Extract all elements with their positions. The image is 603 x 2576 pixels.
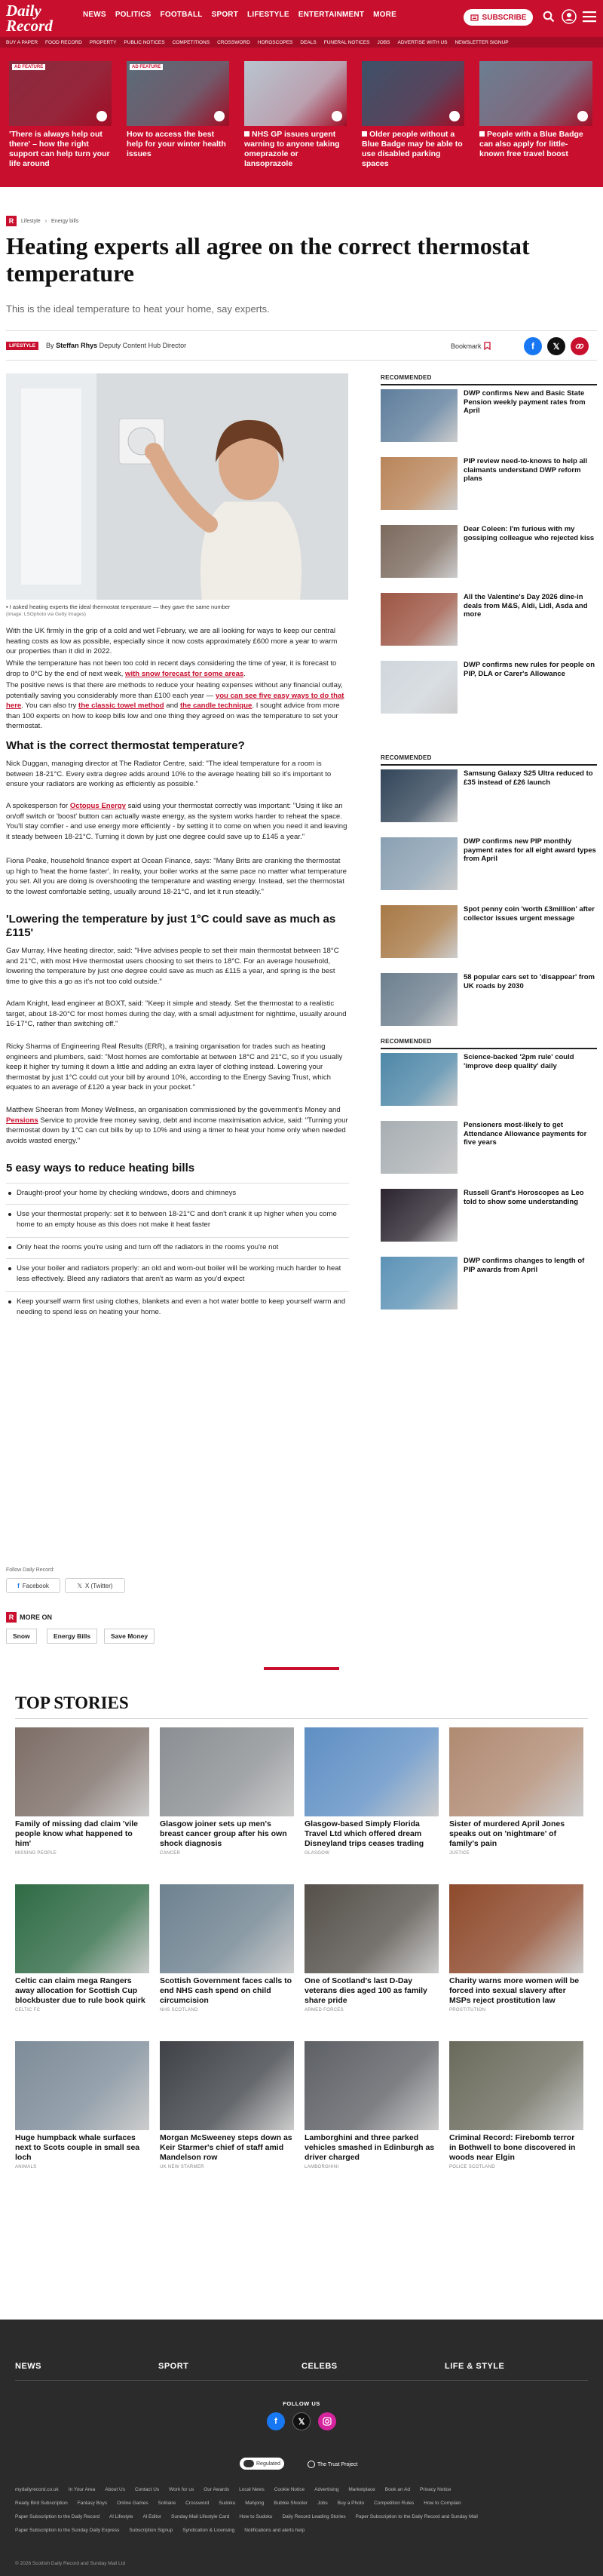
trust-project-icon xyxy=(308,2461,315,2468)
footer-link[interactable]: Jobs xyxy=(317,2501,328,2506)
paragraph-text: Service to provide free money saving, debt and income maximisation advice, said: "Turning your thermostat down by 1°C can cut bills by up to 10% and using a timer to heat your home only when needed avoids wasted energy." xyxy=(6,1116,348,1145)
sidebar-story-title: Russell Grant's Horoscopes as Leo told to show some understanding xyxy=(464,1189,584,1206)
top-story-category[interactable]: ANIMALS xyxy=(15,2165,37,2169)
menu-icon[interactable] xyxy=(583,11,596,23)
sidebar-story-image xyxy=(381,837,458,890)
footer-links xyxy=(15,2497,588,2510)
sidebar-story-image xyxy=(381,525,458,578)
subnav-item[interactable]: DEALS xyxy=(300,39,317,45)
sidebar-story-image xyxy=(381,905,458,958)
sidebar-story-image xyxy=(381,1257,458,1309)
sidebar-story-image xyxy=(381,973,458,1026)
top-story-category[interactable]: UK NEW STARMER xyxy=(160,2165,204,2169)
paragraph-text: said using your thermostat correctly was important: "Using it like an on/off switch or 'boost' button can actually waste energy, as the system works harder to reheat the space. You'll stay comfier - and use energy more efficiently - by setting it to come on when you need it and leaving it steady between 18-21°C. Turning it down by just one degree could save up to £145 a year." xyxy=(6,802,347,841)
subnav-item[interactable]: ADVERTISE WITH US xyxy=(397,39,448,45)
promo-title: How to access the best help for your winter health issues xyxy=(127,130,226,158)
footer-link[interactable]: Competition Rules xyxy=(374,2501,415,2506)
camera-outline-icon xyxy=(323,2417,332,2426)
top-story-title: Morgan McSweeney steps down as Keir Starmer's chief of staff amid Mandelson row xyxy=(160,2133,292,2162)
topic-tag[interactable]: Save Money xyxy=(104,1629,155,1644)
account-icon[interactable] xyxy=(562,9,577,24)
sidebar-story-image xyxy=(381,769,458,822)
promo-title-text: Older people without a Blue Badge may be able to use disabled parking spaces xyxy=(362,130,463,168)
facebook-icon: f xyxy=(17,1582,20,1589)
article-paragraph xyxy=(6,1105,349,1146)
subnav-item[interactable]: JOBS xyxy=(377,39,390,45)
sidebar-story-title: 58 popular cars set to 'disappear' from UK roads by 2030 xyxy=(464,973,595,990)
article-paragraph: With the UK firmly in the grip of a cold and wet February, we are all looking for ways to keep our central heating costs as low as possible, especially since it now costs approximately £600 more a year to warm our properties than it did in 2022. xyxy=(6,627,338,656)
nav-football[interactable]: FOOTBALL xyxy=(160,11,203,19)
search-icon[interactable] xyxy=(543,11,555,23)
logo-line1: Daily xyxy=(6,2,41,20)
article-headline: Heating experts all agree on the correct thermostat temperature xyxy=(6,232,530,287)
footer-link[interactable]: Advertising xyxy=(314,2487,339,2492)
top-story-category[interactable]: ARMED FORCES xyxy=(305,2008,344,2013)
promo-image xyxy=(127,61,229,126)
promo-card[interactable] xyxy=(244,61,347,169)
subnav-item[interactable]: HOROSCOPES xyxy=(257,39,293,45)
sidebar-story-title: DWP confirms new rules for people on PIP, DLA or Carer's Allowance xyxy=(464,661,595,678)
follow-x-button[interactable] xyxy=(65,1578,125,1593)
article-paragraph: Adam Knight, lead engineer at BOXT, said: "Keep it simple and steady. Set the thermostat to a realistic target, about 18-20°C for most homes during the day, with a small adjustment for nighttime, usually around 16-17°C, rather than switching off." xyxy=(6,999,347,1028)
section-badge[interactable]: LIFESTYLE xyxy=(6,342,38,350)
top-story-image xyxy=(305,2041,439,2130)
top-story-category[interactable]: MISSING PEOPLE xyxy=(15,1851,57,1856)
sidebar-story-image xyxy=(381,661,458,714)
image-caption xyxy=(6,603,348,619)
footer-link[interactable]: Notifications and alerts help xyxy=(244,2528,305,2533)
footer-link[interactable]: Book an Ad xyxy=(384,2487,410,2492)
subnav-item[interactable]: PROPERTY xyxy=(89,39,117,45)
top-story-category[interactable]: JUSTICE xyxy=(449,1851,470,1856)
sidebar-story-title: Science-backed '2pm rule' could 'improve deep quality' daily xyxy=(464,1053,574,1070)
follow-facebook-button[interactable] xyxy=(6,1578,60,1593)
promo-title-text: People with a Blue Badge can also apply for little-known free travel boost xyxy=(479,130,583,158)
article-paragraph: Fiona Peake, household finance expert at Ocean Finance, says: "Many Brits are cranking the thermostat up high to 'heat the home faster'. In reality, your boiler works at the same pace no matter what temperature you set. All you are doing is overshooting the temperature and wasting energy. Instead, set the thermostat to the lowest comfortable setting, usually around 18-21°C, and let it run steadily." xyxy=(6,857,347,896)
section-heading: 5 easy ways to reduce heating bills xyxy=(6,1162,195,1174)
article-paragraph xyxy=(6,801,349,842)
chain-link-icon xyxy=(575,342,584,351)
footer xyxy=(0,2320,603,2576)
divider xyxy=(15,2380,588,2381)
footer-link[interactable]: Paper Subscription to the Sunday Daily Express xyxy=(15,2528,120,2533)
ipso-logo-icon xyxy=(243,2460,254,2467)
footer-nav-news[interactable]: NEWS xyxy=(15,2362,41,2371)
promo-image xyxy=(9,61,112,126)
nav-more[interactable]: MORE xyxy=(373,11,396,19)
sidebar-story-image xyxy=(381,593,458,646)
footer-link[interactable]: Sunday Mail Lifestyle Card xyxy=(171,2514,230,2519)
paragraph-text: While the temperature has not been too cold in recent days considering the time of year, it is forecast to drop to 0°C by the end of next week, xyxy=(6,659,337,678)
subscribe-button[interactable] xyxy=(464,9,533,26)
sidebar-story-title: DWP confirms New and Basic State Pension weekly payment rates from April xyxy=(464,389,586,415)
footer-nav-life-style[interactable]: LIFE & STYLE xyxy=(445,2362,505,2371)
sidebar-story-title: Dear Coleen: I'm furious with my gossiping colleague who rejected kiss xyxy=(464,525,595,542)
tip-list-item: Use your thermostat properly: set it to between 18-21°C and don't crank it up higher when you come home to an empty house as this does not make it heat faster xyxy=(6,1204,349,1230)
promo-title xyxy=(362,130,464,169)
top-story-title: Glasgow-based Simply Florida Travel Ltd which offered dream Disneyland trips ceases trading xyxy=(305,1819,424,1848)
author-role: Deputy Content Hub Director xyxy=(99,342,187,349)
follow-facebook-label: Facebook xyxy=(22,1582,49,1589)
subnav-item[interactable]: NEWSLETTER SIGNUP xyxy=(455,39,509,45)
top-story-card[interactable] xyxy=(160,2041,294,2169)
top-story-title: Family of missing dad claim 'vile people know what happened to him' xyxy=(15,1819,138,1848)
article-paragraph: Gav Murray, Hive heating director, said: "Hive advises people to set their main thermostat between 18°C and 21°C, with most Hive thermostat users choosing to set theirs to 18°C. For an average household, lowering the temperature by just one degree could save as much as £115 a year, and spring is the best time to give this a go as it's not too cold outside." xyxy=(6,947,339,986)
top-story-card[interactable] xyxy=(449,1727,583,1856)
article-standfirst: This is the ideal temperature to heat your home, say experts. xyxy=(6,303,270,315)
sidebar-story-title: All the Valentine's Day 2026 dine-in deals from M&S, Aldi, Lidl, Asda and more xyxy=(464,593,588,619)
sidebar-story[interactable] xyxy=(381,389,597,448)
subnav-item[interactable]: FUNERAL NOTICES xyxy=(323,39,370,45)
sidebar-story-title: Samsung Galaxy S25 Ultra reduced to £35 instead of £26 launch xyxy=(464,769,593,787)
nav-news[interactable]: NEWS xyxy=(83,11,106,19)
promo-card[interactable] xyxy=(479,61,592,159)
footer-link[interactable]: Daily Record Leading Stories xyxy=(282,2514,346,2519)
paragraph-text: The positive news is that there are methods to reduce your heating expenses without any financial outlay, potentially saving you considerably more than £100 each year — xyxy=(6,681,343,700)
sidebar-story-image xyxy=(381,1053,458,1106)
candle-technique-link[interactable]: the candle technique xyxy=(179,702,253,710)
footer-link[interactable]: Sudoku xyxy=(219,2501,236,2506)
top-story-card[interactable] xyxy=(449,1884,583,2013)
footer-link[interactable]: Al Editor xyxy=(142,2514,162,2519)
footer-link[interactable]: Syndication & Licensing xyxy=(182,2528,235,2533)
article-paragraph xyxy=(6,680,349,732)
section-heading: What is the correct thermostat temperature? xyxy=(6,739,245,752)
sidebar-story-image xyxy=(381,389,458,442)
footer-link[interactable]: Subscription Signup xyxy=(129,2528,173,2533)
paragraph-text: . I sought advice from more than 100 experts on how to keep bills low and one thing they agreed on was the temperature to set your thermostat. xyxy=(6,702,340,730)
arrow-icon xyxy=(332,111,342,121)
byline-bar xyxy=(6,330,597,361)
secondary-nav xyxy=(0,37,603,48)
trust-project-label: The Trust Project xyxy=(317,2461,358,2467)
sidebar-story-title: DWP confirms new PIP monthly payment rates for all eight award types from April xyxy=(464,837,596,863)
footer-links xyxy=(15,2510,588,2524)
top-story-title: Sister of murdered April Jones speaks out on 'nightmare' of family's pain xyxy=(449,1819,565,1848)
follow-x-label: X (Twitter) xyxy=(85,1582,113,1589)
top-story-image xyxy=(449,2041,583,2130)
sidebar-story[interactable] xyxy=(381,1257,597,1316)
paragraph-text: and xyxy=(166,702,179,710)
footer-link[interactable]: Our Awards xyxy=(204,2487,230,2492)
nav-sport[interactable]: SPORT xyxy=(211,11,239,19)
footer-link[interactable]: About Us xyxy=(105,2487,125,2492)
logo-line2: Record xyxy=(6,17,53,35)
square-bullet-icon xyxy=(244,131,249,137)
footer-link[interactable]: Marketplace xyxy=(348,2487,375,2492)
top-story-title: Glasgow joiner sets up men's breast cancer group after his own shock diagnosis xyxy=(160,1819,287,1848)
arrow-icon xyxy=(577,111,588,121)
arrow-icon xyxy=(214,111,225,121)
top-story-card[interactable] xyxy=(15,1884,149,2013)
footer-link[interactable]: Paper Subscription to the Daily Record xyxy=(15,2514,100,2519)
sidebar-story[interactable] xyxy=(381,525,597,584)
tip-list-item: Keep yourself warm first using clothes, blankets and even a hot water bottle to keep yourself warm and needing to spend less on heating your home. xyxy=(6,1291,349,1317)
top-story-image xyxy=(15,1727,149,1816)
sidebar-story-image xyxy=(381,1189,458,1242)
footer-link[interactable]: Paper Subscription to the Daily Record and Sunday Mail xyxy=(355,2514,478,2519)
footer-nav-sport[interactable]: SPORT xyxy=(158,2362,189,2371)
more-on-label xyxy=(6,1612,52,1623)
sidebar-story-image xyxy=(381,1121,458,1174)
link-share-icon[interactable] xyxy=(571,337,589,355)
main-nav xyxy=(83,11,396,19)
article-paragraph: Ricky Sharma of Engineering Real Results (ERR), a training organisation for trades such as heating engineers and plumbers, said: "Most homes are comfortable at between 18°C and 21°C, so if you usually keep it higher try turning it down a little and adding an extra layer of clothing instead. Lowering your thermostat by just 1°C could cut your bill by around 10%, according to the Energy Saving Trust, which equates to an average of £120 a year back in your pocket." xyxy=(6,1042,343,1091)
woman-adjusting-thermostat-photo xyxy=(6,373,348,600)
footer-link[interactable]: Fantasy Boys xyxy=(77,2501,108,2506)
promo-title xyxy=(244,130,347,169)
section-heading: 'Lowering the temperature by just 1°C could save as much as £115' xyxy=(6,913,336,939)
paragraph-text: A spokesperson for xyxy=(6,802,69,810)
footer-link[interactable]: How to Sudoku xyxy=(239,2514,273,2519)
promo-image xyxy=(479,61,592,126)
sidebar-story-title: PIP review need-to-knows to help all claimants understand DWP reform plans xyxy=(464,457,588,483)
record-badge-icon: R xyxy=(6,216,17,226)
top-story-image xyxy=(305,1727,439,1816)
top-story-category[interactable]: GLASGOW xyxy=(305,1851,330,1856)
promo-card[interactable] xyxy=(9,61,112,169)
top-story-image xyxy=(160,2041,294,2130)
sidebar-story[interactable] xyxy=(381,769,597,828)
footer-link[interactable]: Contact Us xyxy=(134,2487,160,2492)
sidebar-story-title: Pensioners most-likely to get Attendance Allowance payments for five years xyxy=(464,1121,587,1147)
top-stories-heading: TOP STORIES xyxy=(15,1693,129,1712)
x-share-icon[interactable]: 𝕏 xyxy=(547,337,565,355)
footer-links xyxy=(15,2524,588,2538)
hero-image xyxy=(6,373,348,600)
sidebar-story[interactable] xyxy=(381,1189,597,1248)
subnav-item[interactable]: BUY A PAPER xyxy=(6,39,38,45)
top-story-title: Celtic can claim mega Rangers away allocation for Scottish Cup blockbuster due to rule book quirk xyxy=(15,1976,145,2005)
top-story-title: Lamborghini and three parked vehicles smashed in Edinburgh as driver charged xyxy=(305,2133,435,2162)
facebook-icon[interactable]: f xyxy=(267,2412,285,2430)
more-on-text: MORE ON xyxy=(20,1613,53,1621)
arrow-icon xyxy=(96,111,107,121)
top-story-card[interactable] xyxy=(449,2041,583,2169)
ad-feature-tag: AD FEATURE xyxy=(130,64,163,70)
bookmark-label: Bookmark xyxy=(451,342,482,350)
promo-image xyxy=(244,61,347,126)
nav-politics[interactable]: POLITICS xyxy=(115,11,152,19)
top-story-category[interactable]: NHS SCOTLAND xyxy=(160,2008,198,2013)
footer-link[interactable]: In Your Area xyxy=(68,2487,96,2492)
square-bullet-icon xyxy=(362,131,367,137)
footer-link[interactable]: Cookie Notice xyxy=(274,2487,305,2492)
top-story-card[interactable] xyxy=(305,1884,439,2013)
sidebar-story[interactable] xyxy=(381,1121,597,1180)
promo-title-text: NHS GP issues urgent warning to anyone taking omeprazole or lansoprazole xyxy=(244,130,340,168)
topic-tag[interactable]: Energy Bills xyxy=(47,1629,97,1644)
breadcrumb xyxy=(6,216,78,226)
breadcrumb-separator: › xyxy=(44,218,47,224)
top-story-card[interactable] xyxy=(305,1727,439,1856)
promo-title xyxy=(479,130,592,159)
top-story-category[interactable]: CELTIC FC xyxy=(15,2008,41,2013)
top-story-image xyxy=(160,1727,294,1816)
sidebar-story-title: Spot penny coin 'worth £3million' after collector issues urgent message xyxy=(464,905,595,923)
nav-lifestyle[interactable]: LIFESTYLE xyxy=(247,11,289,19)
sidebar-heading: RECOMMENDED xyxy=(381,754,597,766)
top-story-title: Charity warns more women will be forced into sexual slavery after MSPs reject prostitution law xyxy=(449,1976,580,2005)
footer-link[interactable]: Work for us xyxy=(169,2487,194,2492)
square-bullet-icon xyxy=(479,131,485,137)
footer-link[interactable]: Bubble Shooter xyxy=(274,2501,308,2506)
subnav-item[interactable]: PUBLIC NOTICES xyxy=(124,39,165,45)
sidebar-story[interactable] xyxy=(381,905,597,964)
sidebar-story[interactable] xyxy=(381,593,597,652)
top-story-category[interactable]: LAMBORGHINI xyxy=(305,2165,339,2169)
copyright: © 2026 Scottish Daily Record and Sunday Mail Ltd xyxy=(15,2561,126,2566)
tip-list-item: Only heat the rooms you're using and turn off the radiators in the rooms you're not xyxy=(6,1237,349,1253)
footer-nav-celebs[interactable]: CELEBS xyxy=(302,2362,338,2371)
footer-link[interactable]: Ready Bird Subscription xyxy=(15,2501,68,2506)
paragraph-text: Matthew Sheeran from Money Wellness, an organisation commissioned by the government's Money and xyxy=(6,1106,341,1114)
bookmark-button[interactable] xyxy=(451,342,491,350)
promo-strip xyxy=(0,48,603,187)
ad-feature-tag: AD FEATURE xyxy=(12,64,45,70)
promo-card[interactable] xyxy=(127,61,229,159)
arrow-icon xyxy=(449,111,460,121)
footer-link[interactable]: Solitaire xyxy=(158,2501,176,2506)
sidebar-story[interactable] xyxy=(381,661,597,720)
author-name[interactable]: Steffan Rhys xyxy=(56,342,98,349)
byline xyxy=(46,342,186,349)
top-story-category[interactable]: POLICE SCOTLAND xyxy=(449,2165,495,2169)
caption-credit: (Image: LSOphoto via Getty Images) xyxy=(6,612,86,617)
tip-list-item: Draught-proof your home by checking windows, doors and chimneys xyxy=(6,1183,349,1199)
sidebar-story[interactable] xyxy=(381,837,597,896)
top-story-category[interactable]: PROSTITUTION xyxy=(449,2008,486,2013)
footer-links xyxy=(15,2483,588,2497)
footer-link[interactable]: Buy a Photo xyxy=(337,2501,365,2506)
sidebar-story[interactable] xyxy=(381,457,597,516)
top-story-image xyxy=(305,1884,439,1973)
sidebar-story-title: DWP confirms changes to length of PIP awards from April xyxy=(464,1257,585,1274)
article-paragraph: Nick Duggan, managing director at The Radiator Centre, said: "The ideal temperature for a room is between 18-21°C. Every extra degree adds around 10% to the average heating bill so it's important to ensure your radiators are working as efficiently as possible." xyxy=(6,760,332,788)
top-story-card[interactable] xyxy=(15,2041,149,2169)
subnav-item[interactable]: FOOD RECORD xyxy=(45,39,82,45)
top-story-image xyxy=(15,2041,149,2130)
top-story-category[interactable]: CANCER xyxy=(160,1851,181,1856)
top-story-image xyxy=(449,1884,583,1973)
top-story-card[interactable] xyxy=(15,1727,149,1856)
trust-project-badge[interactable] xyxy=(308,2461,357,2468)
follow-label: Follow Daily Record: xyxy=(6,1567,55,1573)
divider xyxy=(264,1667,339,1670)
promo-card[interactable] xyxy=(362,61,464,169)
facebook-share-icon[interactable]: f xyxy=(524,337,542,355)
pensions-link[interactable]: Pensions xyxy=(6,1116,38,1125)
footer-link[interactable]: Al Lifestyle xyxy=(109,2514,133,2519)
top-story-image xyxy=(15,1884,149,1973)
footer-link[interactable]: How to Complain xyxy=(424,2501,461,2506)
promo-image xyxy=(362,61,464,126)
footer-link[interactable]: Mahjong xyxy=(245,2501,265,2506)
byline-by: By xyxy=(46,342,54,349)
top-story-card[interactable] xyxy=(160,1884,294,2013)
nav-entertainment[interactable]: ENTERTAINMENT xyxy=(298,11,365,19)
octopus-energy-link[interactable]: Octopus Energy xyxy=(69,802,126,810)
footer-link[interactable]: Local News xyxy=(239,2487,265,2492)
divider xyxy=(15,1718,588,1719)
top-story-image xyxy=(449,1727,583,1816)
breadcrumb-lifestyle[interactable]: Lifestyle xyxy=(21,218,41,224)
instagram-icon[interactable] xyxy=(318,2412,336,2430)
ipso-regulated-badge[interactable] xyxy=(240,2458,284,2470)
footer-link[interactable]: Crossword xyxy=(185,2501,210,2506)
newspaper-icon xyxy=(470,14,479,22)
sidebar-story[interactable] xyxy=(381,973,597,1032)
towel-method-link[interactable]: the classic towel method xyxy=(78,702,164,710)
ipso-label: Regulated xyxy=(256,2461,280,2467)
top-story-image xyxy=(160,1884,294,1973)
breadcrumb-energy-bills[interactable]: Energy bills xyxy=(51,218,79,224)
footer-link[interactable]: mydailyrecord.co.uk xyxy=(15,2487,59,2492)
snow-forecast-link[interactable]: with snow forecast for some areas xyxy=(124,669,244,678)
paragraph-text: . You can also try xyxy=(21,702,77,710)
sidebar-heading: RECOMMENDED xyxy=(381,1038,597,1049)
top-story-title: Huge humpback whale surfaces next to Scots couple in small sea loch xyxy=(15,2133,140,2162)
sidebar-heading: RECOMMENDED xyxy=(381,374,597,385)
sidebar-story-image xyxy=(381,457,458,510)
top-story-title: Criminal Record: Firebomb terror in Bothwell to bone discovered in woods near Elgin xyxy=(449,2133,576,2162)
top-story-title: One of Scotland's last D-Day veterans dies aged 100 as family share pride xyxy=(305,1976,427,2005)
x-icon[interactable]: 𝕏 xyxy=(292,2412,311,2430)
tip-list-item: Use your boiler and radiators properly: an old and worn-out boiler will be working much harder to heat less effectively. Bleed any radiators that aren't as warm as you'd expect xyxy=(6,1258,349,1284)
x-icon: 𝕏 xyxy=(77,1582,82,1589)
record-badge-icon: R xyxy=(6,1612,17,1623)
footer-link[interactable]: Privacy Notice xyxy=(419,2487,451,2492)
subnav-item[interactable]: CROSSWORD xyxy=(217,39,250,45)
subnav-item[interactable]: COMPETITIONS xyxy=(172,39,210,45)
follow-us-label: FOLLOW US xyxy=(283,2400,320,2407)
top-story-card[interactable] xyxy=(305,2041,439,2169)
sidebar-story[interactable] xyxy=(381,1053,597,1112)
camera-icon: ▪ xyxy=(6,603,8,610)
footer-link[interactable]: Online Games xyxy=(117,2501,148,2506)
topic-tag[interactable]: Snow xyxy=(6,1629,37,1644)
top-story-card[interactable] xyxy=(160,1727,294,1856)
article-paragraph: While the temperature has not been too cold in recent days considering the time of year, it is forecast to drop to 0°C by the end of next week, with snow forecast for some areas. xyxy=(6,659,337,678)
promo-title: 'There is always help out there' – how the right support can help turn your life around xyxy=(9,130,110,168)
bookmark-icon xyxy=(484,342,491,350)
logo[interactable] xyxy=(6,3,53,33)
subscribe-label: SUBSCRIBE xyxy=(482,13,527,22)
five-easy-ways-link[interactable]: you can see five easy ways to do that here xyxy=(6,691,344,710)
caption-text: I asked heating experts the ideal thermostat temperature — they gave the same number xyxy=(9,603,231,610)
top-story-title: Scottish Government faces calls to end NHS cash spend on child circumcision xyxy=(160,1976,292,2005)
